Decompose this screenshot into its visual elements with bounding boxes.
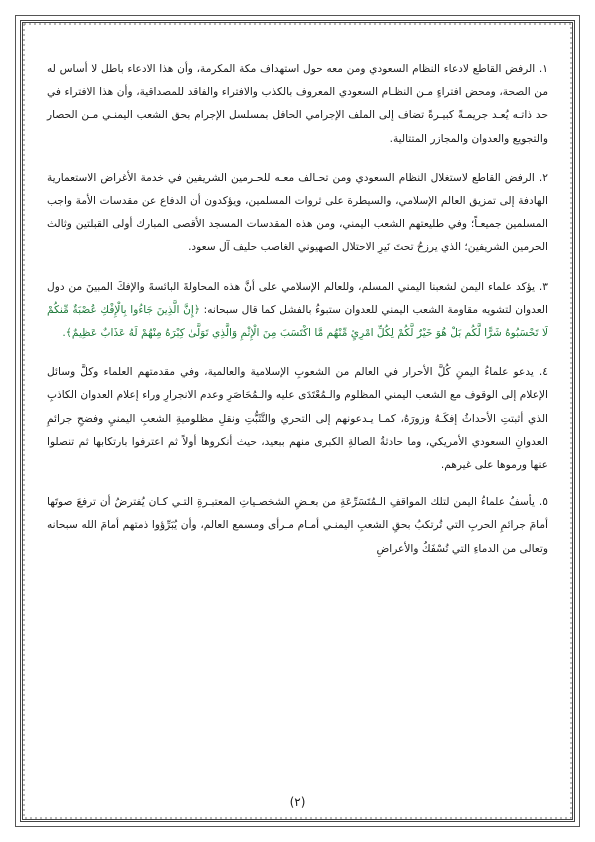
paragraph-1 [47, 58, 548, 151]
paragraph-number: ٣. [538, 280, 548, 293]
paragraph-text: يأسفُ علماءُ اليمن لتلك المواقفِ الـمُتَسَرِّعَةِ من بعـضِ الشخصـياتِ المعتبـرةِ التـي كـان يُفترضُ أن ترفعَ صوتَها أمامَ جرائمِ الحربِ التي تُرتكبُ بحقِ الشعبِ اليمنـي أمـام مـرأى ومسمع العالم، وأن يُبَرِّؤوا ذمتهم أمامَ الله سبحانه وتعالى من الدماءِ التي تُسْفَكُ والأعراضِ [47, 496, 548, 555]
quran-quote: ﴿إِنَّ الَّذِينَ جَاءُوا بِالْإِفْكِ عُصْبَةٌ مِّنكُمْ لَا تَحْسَبُوهُ شَرًّا لَّكُم بَلْ هُوَ خَيْرٌ لَّكُمْ لِكُلِّ امْرِئٍ مِّنْهُم مَّا اكْتَسَبَ مِنَ الْإِثْمِ وَالَّذِي تَوَلَّىٰ كِبْرَهُ مِنْهُمْ لَهُ عَذَابٌ عَظِيمٌ﴾. [47, 303, 548, 340]
paragraph-4 [47, 361, 548, 477]
paragraph-number: ١. [538, 63, 548, 75]
page-number: (٢) [289, 795, 306, 809]
document-body [47, 58, 548, 577]
paragraph-number: ٥. [538, 496, 548, 509]
paragraph-number: ٤. [538, 366, 548, 379]
paragraph-text: الرفض القاطع لاستغلال النظام السعودي ومن تحـالف معـه للحـرمين الشريفين في خدمة الأغراض الاستعمارية الهادفة إلى تمزيق العالم الإسلامي، والسيطرة على ثروات المسلمين، ويؤكدون أن الدفاع عن مقدسات الأمة واجب المسلمين جميعـاً؛ وفي طليعتهم الشعب اليمني، ومن هذه المقدسات المسجد الأقصى المبارك أولى القبلتين وثالث الحرمين الشريفين؛ الذي يرزحُ تحتَ نَيرِ الاحتلال الصهيوني الغاصب حليف آل سعود. [47, 171, 548, 254]
paragraph-text: يدعو علماءُ اليمنِ كُلَّ الأحرار في العالم من الشعوبِ الإسلامية والعالمية، وفي مقدمتهم العلماء وكلَّ وسائل الإعلام إلى الوقوف مع الشعب اليمني المظلوم والـمُعْتَدَى عليه والـمُحَاصَرِ وعدم الانجرارِ وراء إعلام العدوان الكاذبِ الذي أثبتتِ الأحداثُ إفكَـهُ وزورَهُ، كمـا يـدعونهم إلى التحري والتَّثَبُّتِ ونقلِ مظلوميةِ الشعبِ اليمنيِ وفضحِ جرائمِ العدوانِ السعودي الأمريكي، وما حادثةُ الصالةِ الكبرى منهم ببعيد، حيث أنكروها أولاً ثم اعترفوا بارتكابها ثم تنصلوا عنها ورموها على غيرهم. [47, 366, 548, 472]
paragraph-5 [47, 491, 548, 561]
paragraph-text: الرفض القاطع لادعاء النظام السعودي ومن معه حول استهداف مكة المكرمة، وأن هذا الادعاء باطل لا أساس له من الصحة، ومحض افتراءٍ مـن النظـام السعودي المعروف بالكذب والافتراء والفاقد للمصداقية، وأن هذا الافتراء في حد ذاتـه يُعـد جريمـةً كبيـرةً تضاف إلى الملف الإجرامي الحافل بمسلسل الإجرام بحق الشعب اليمنـي مـن الحصار والتجويع والعدوان والمجازر المتتالية. [47, 63, 548, 145]
paragraph-2 [47, 167, 548, 260]
paragraph-number: ٢. [538, 171, 548, 184]
paragraph-3 [47, 276, 548, 346]
paragraph-text: يؤكد علماء اليمن لشعبنا اليمني المسلم، وللعالم الإسلامي على أنَّ هذه المحاولةَ البائسةَ والإفكَ المبينَ من دول العدوان لتشويه مقاومة الشعب اليمني للعدوان ستبوءُ بالفشل كما قال سبحانه: [47, 280, 548, 316]
